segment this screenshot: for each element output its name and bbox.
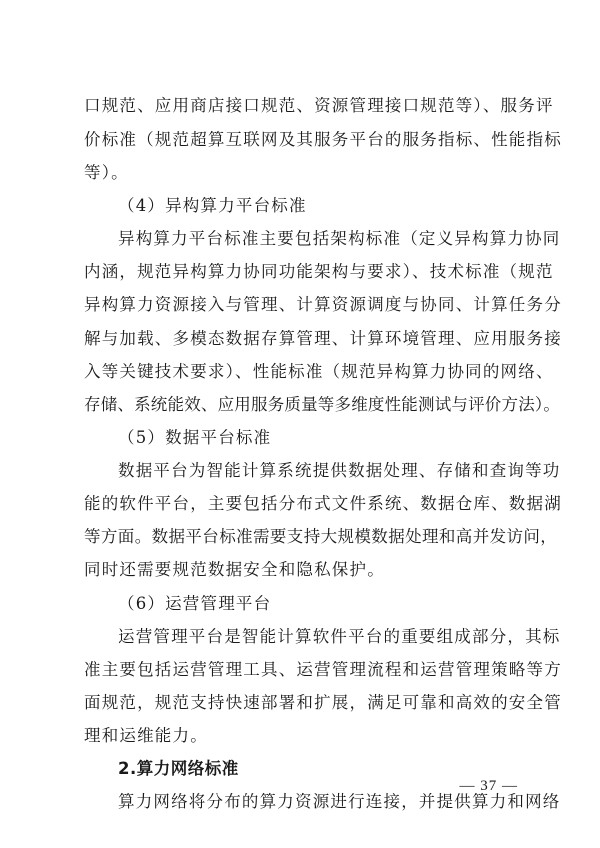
text-line: 异构算力资源接入与管理、计算资源调度与协同、计算任务分 — [84, 295, 562, 314]
text-line: 解与加载、多模态数据存算管理、计算环境管理、应用服务接 — [84, 329, 562, 348]
text-line: 理和运维能力。 — [84, 726, 208, 745]
text-line: 能的软件平台，主要包括分布式文件系统、数据仓库、数据湖 — [84, 494, 562, 513]
paragraph-first-line: 算力网络将分布的算力资源进行连接，并提供算力和网络 — [118, 792, 561, 811]
page-number: — 37 — — [459, 778, 518, 794]
text-line: 面规范，规范支持快速部署和扩展，满足可靠和高效的安全管 — [84, 693, 562, 712]
section-heading: （5）数据平台标准 — [118, 428, 272, 447]
section-heading: （4）异构算力平台标准 — [118, 196, 307, 215]
text-line: 等方面。数据平台标准需要支持大规模数据处理和高并发访问， — [84, 527, 558, 546]
paragraph-first-line: 异构算力平台标准主要包括架构标准（定义异构算力协同 — [118, 229, 561, 248]
text-line: 入等关键技术要求）、性能标准（规范异构算力协同的网络、 — [84, 362, 554, 381]
text-line: 准主要包括运营管理工具、运营管理流程和运营管理策略等方 — [84, 660, 562, 679]
section-title: 2.算力网络标准 — [118, 759, 239, 778]
text-line: 同时还需要规范数据安全和隐私保护。 — [84, 560, 385, 579]
text-line: 价标准（规范超算互联网及其服务平台的服务指标、性能指标 — [84, 130, 562, 149]
text-line: 等）。 — [84, 163, 129, 182]
text-line: 内涵，规范异构算力协同功能架构与要求）、技术标准（规范 — [84, 262, 554, 281]
section-heading: （6）运营管理平台 — [118, 594, 272, 613]
paragraph-first-line: 运营管理平台是智能计算软件平台的重要组成部分，其标 — [118, 627, 561, 646]
paragraph-first-line: 数据平台为智能计算系统提供数据处理、存储和查询等功 — [118, 461, 561, 480]
text-line: 口规范、应用商店接口规范、资源管理接口规范等）、服务评 — [84, 96, 554, 115]
text-line: 存储、系统能效、应用服务质量等多维度性能测试与评价方法）。 — [84, 395, 561, 414]
